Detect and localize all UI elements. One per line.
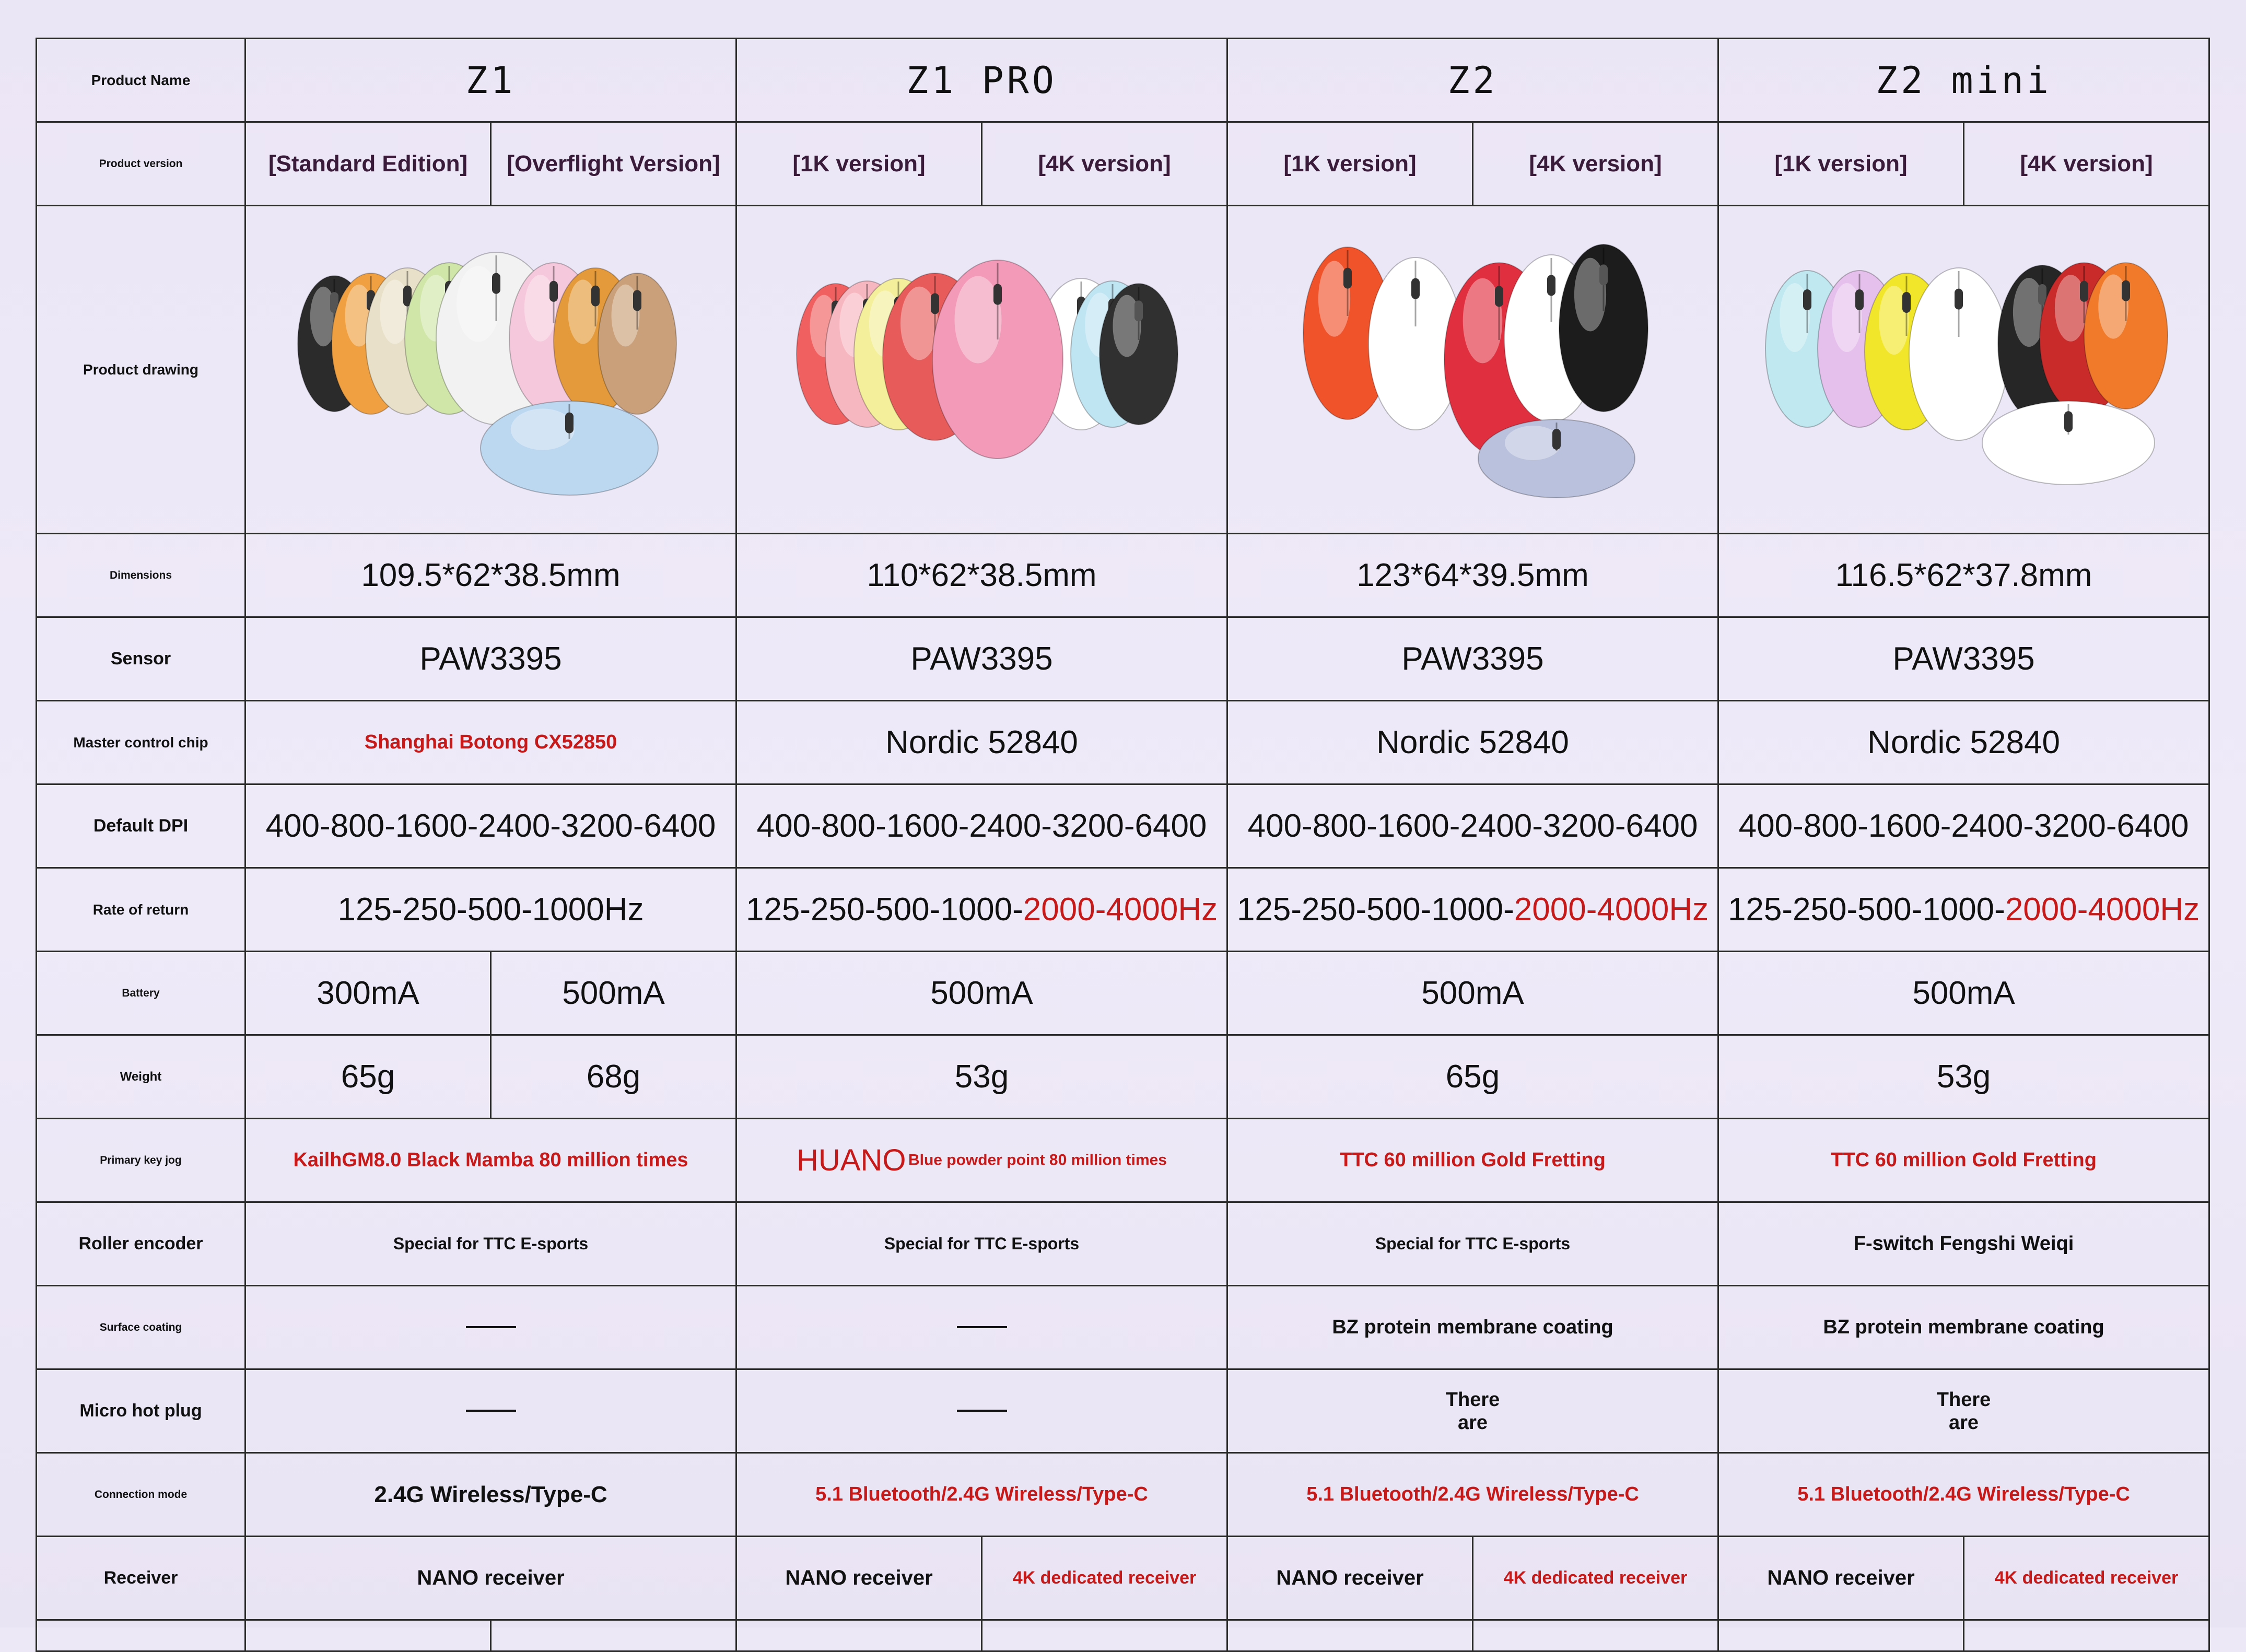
receiver-z1pro-4k: 4K dedicated receiver [982, 1537, 1227, 1620]
chip-z2: Nordic 52840 [1227, 701, 1718, 784]
mouse-illustration [2084, 263, 2168, 409]
mouse-illustration [1478, 419, 1635, 498]
chip-z1: Shanghai Botong CX52850 [245, 701, 736, 784]
rate-z2 [1227, 868, 1718, 952]
connection-z2mini: 5.1 Bluetooth/2.4G Wireless/Type-C [1718, 1453, 2209, 1537]
rate-z1pro-base: 125-250-500-1000- [745, 892, 1023, 928]
version-z2-4k: [4K version] [1473, 122, 1718, 206]
rate-z1pro [736, 868, 1227, 952]
coating-z1 [245, 1286, 736, 1369]
row-default-dpi [37, 784, 2209, 868]
chip-z1pro: Nordic 52840 [736, 701, 1227, 784]
row-roller-encoder [37, 1202, 2209, 1286]
row-product-name [37, 39, 2209, 122]
coating-z2mini: BZ protein membrane coating [1718, 1286, 2209, 1369]
version-z2mini-4k: [4K version] [1964, 122, 2209, 206]
rate-z2mini-sep: - [2077, 892, 2088, 928]
key-z2: TTC 60 million Gold Fretting [1227, 1119, 1718, 1202]
mouse-illustration [1982, 401, 2155, 485]
battery-z2mini: 500mA [1718, 952, 2209, 1035]
product-image-z2mini [1718, 206, 2209, 534]
cutoff-cell [1227, 1620, 1473, 1651]
row-product-version [37, 122, 2209, 206]
roller-z2mini: F-switch Fengshi Weiqi [1718, 1202, 2209, 1286]
version-z1-standard: [Standard Edition] [245, 122, 491, 206]
label-rate-of-return: Rate of return [37, 868, 245, 952]
rate-z1pro-sep: - [1095, 892, 1106, 928]
row-battery [37, 952, 2209, 1035]
mouse-illustration [598, 273, 676, 414]
row-product-drawing [37, 206, 2209, 534]
product-name-z2mini: Z2 mini [1718, 39, 2209, 122]
row-connection-mode [37, 1453, 2209, 1537]
rate-z1pro-2000: 2000 [1023, 892, 1095, 928]
key-z1pro-detail: Blue powder point 80 million times [908, 1151, 1167, 1169]
row-sensor [37, 617, 2209, 701]
row-cut-off [37, 1620, 2209, 1651]
cutoff-cell [1964, 1620, 2209, 1651]
key-z1: KailhGM8.0 Black Mamba 80 million times [245, 1119, 736, 1202]
empty-dash [957, 1410, 1007, 1412]
version-z2-1k: [1K version] [1227, 122, 1473, 206]
cutoff-cell [245, 1620, 491, 1651]
cutoff-cell [37, 1620, 245, 1651]
sensor-z2mini: PAW3395 [1718, 617, 2209, 701]
spec-comparison-table [36, 38, 2210, 1652]
label-product-name: Product Name [37, 39, 245, 122]
product-image-z2 [1227, 206, 1718, 534]
version-z1pro-4k: [4K version] [982, 122, 1227, 206]
hotplug-z1pro [736, 1369, 1227, 1453]
row-receiver [37, 1537, 2209, 1620]
z2mini-mouse-group-image [1750, 224, 2178, 516]
receiver-z1pro-nano: NANO receiver [736, 1537, 982, 1620]
product-name-z2: Z2 [1227, 39, 1718, 122]
label-default-dpi: Default DPI [37, 784, 245, 868]
dpi-z1pro: 400-800-1600-2400-3200-6400 [736, 784, 1227, 868]
sensor-z1: PAW3395 [245, 617, 736, 701]
label-connection-mode: Connection mode [37, 1453, 245, 1537]
key-z1pro [736, 1119, 1227, 1202]
product-name-z1: Z1 [245, 39, 736, 122]
rate-z2mini-base: 125-250-500-1000- [1727, 892, 2005, 928]
dpi-z2mini: 400-800-1600-2400-3200-6400 [1718, 784, 2209, 868]
empty-dash [466, 1410, 516, 1412]
connection-z1pro: 5.1 Bluetooth/2.4G Wireless/Type-C [736, 1453, 1227, 1537]
label-roller-encoder: Roller encoder [37, 1202, 245, 1286]
battery-z1pro: 500mA [736, 952, 1227, 1035]
mouse-illustration [1559, 244, 1648, 412]
label-dimensions: Dimensions [37, 534, 245, 617]
cutoff-cell [491, 1620, 736, 1651]
hotplug-z1 [245, 1369, 736, 1453]
z2-mouse-group-image [1259, 224, 1687, 516]
rate-z2-sep: - [1586, 892, 1597, 928]
key-z2mini: TTC 60 million Gold Fretting [1718, 1119, 2209, 1202]
mouse-illustration [481, 401, 658, 495]
rate-z1pro-4000: 4000Hz [1106, 892, 1218, 928]
dimensions-z2mini: 116.5*62*37.8mm [1718, 534, 2209, 617]
cutoff-cell [1473, 1620, 1718, 1651]
hotplug-z2-line1: There [1445, 1388, 1500, 1411]
version-z1-overflight: [Overflight Version] [491, 122, 736, 206]
weight-z1pro: 53g [736, 1035, 1227, 1119]
version-z2mini-1k: [1K version] [1718, 122, 1964, 206]
rate-z2-4000: 4000Hz [1597, 892, 1709, 928]
row-primary-key [37, 1119, 2209, 1202]
hotplug-z2mini-line2: are [1949, 1411, 1979, 1434]
weight-z1-overflight: 68g [491, 1035, 736, 1119]
label-receiver: Receiver [37, 1537, 245, 1620]
product-image-z1pro [736, 206, 1227, 534]
label-product-version: Product version [37, 122, 245, 206]
coating-z2: BZ protein membrane coating [1227, 1286, 1718, 1369]
receiver-z2mini-4k: 4K dedicated receiver [1964, 1537, 2209, 1620]
receiver-z2-nano: NANO receiver [1227, 1537, 1473, 1620]
dpi-z2: 400-800-1600-2400-3200-6400 [1227, 784, 1718, 868]
row-micro-hot-plug [37, 1369, 2209, 1453]
key-z1pro-brand: HUANO [797, 1143, 906, 1177]
rate-z2mini-4000: 4000Hz [2088, 892, 2200, 928]
battery-z1-overflight: 500mA [491, 952, 736, 1035]
product-image-z1 [245, 206, 736, 534]
row-weight [37, 1035, 2209, 1119]
label-micro-hot-plug: Micro hot plug [37, 1369, 245, 1453]
weight-z2: 65g [1227, 1035, 1718, 1119]
product-name-z1pro: Z1 PRO [736, 39, 1227, 122]
connection-z2: 5.1 Bluetooth/2.4G Wireless/Type-C [1227, 1453, 1718, 1537]
mouse-illustration [932, 260, 1063, 459]
weight-z2mini: 53g [1718, 1035, 2209, 1119]
dimensions-z2: 123*64*39.5mm [1227, 534, 1718, 617]
mouse-illustration [1099, 284, 1178, 425]
label-surface-coating: Surface coating [37, 1286, 245, 1369]
row-surface-coating [37, 1286, 2209, 1369]
row-master-chip [37, 701, 2209, 784]
roller-z2: Special for TTC E-sports [1227, 1202, 1718, 1286]
receiver-z1: NANO receiver [245, 1537, 736, 1620]
hotplug-z2 [1227, 1369, 1718, 1453]
rate-z2mini-2000: 2000 [2005, 892, 2077, 928]
hotplug-z2-line2: are [1457, 1411, 1488, 1434]
hotplug-z2mini [1718, 1369, 2209, 1453]
z1-mouse-group-image [277, 224, 705, 516]
cutoff-cell [1718, 1620, 1964, 1651]
sensor-z1pro: PAW3395 [736, 617, 1227, 701]
empty-dash [466, 1326, 516, 1328]
label-product-drawing: Product drawing [37, 206, 245, 534]
label-primary-key: Primary key jog [37, 1119, 245, 1202]
label-sensor: Sensor [37, 617, 245, 701]
rate-z2mini [1718, 868, 2209, 952]
rate-z1: 125-250-500-1000Hz [245, 868, 736, 952]
z1pro-mouse-group-image [768, 224, 1196, 516]
label-master-chip: Master control chip [37, 701, 245, 784]
rate-z2-2000: 2000 [1514, 892, 1586, 928]
row-dimensions [37, 534, 2209, 617]
dimensions-z1pro: 110*62*38.5mm [736, 534, 1227, 617]
mouse-illustration [1909, 268, 2008, 440]
empty-dash [957, 1326, 1007, 1328]
battery-z2: 500mA [1227, 952, 1718, 1035]
dpi-z1: 400-800-1600-2400-3200-6400 [245, 784, 736, 868]
hotplug-z2mini-line1: There [1936, 1388, 1991, 1411]
rate-z2-base: 125-250-500-1000- [1236, 892, 1514, 928]
cutoff-cell [982, 1620, 1227, 1651]
weight-z1-standard: 65g [245, 1035, 491, 1119]
label-weight: Weight [37, 1035, 245, 1119]
version-z1pro-1k: [1K version] [736, 122, 982, 206]
receiver-z2mini-nano: NANO receiver [1718, 1537, 1964, 1620]
roller-z1: Special for TTC E-sports [245, 1202, 736, 1286]
chip-z2mini: Nordic 52840 [1718, 701, 2209, 784]
receiver-z2-4k: 4K dedicated receiver [1473, 1537, 1718, 1620]
coating-z1pro [736, 1286, 1227, 1369]
battery-z1-standard: 300mA [245, 952, 491, 1035]
roller-z1pro: Special for TTC E-sports [736, 1202, 1227, 1286]
sensor-z2: PAW3395 [1227, 617, 1718, 701]
cutoff-cell [736, 1620, 982, 1651]
label-battery: Battery [37, 952, 245, 1035]
dimensions-z1: 109.5*62*38.5mm [245, 534, 736, 617]
row-rate-of-return [37, 868, 2209, 952]
connection-z1: 2.4G Wireless/Type-C [245, 1453, 736, 1537]
